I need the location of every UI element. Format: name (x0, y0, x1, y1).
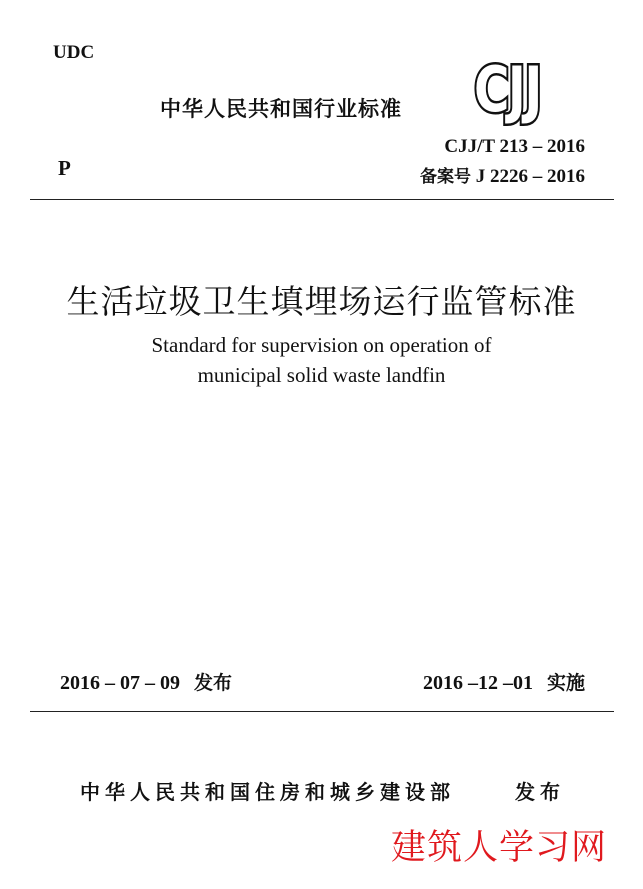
cjj-logo-text: CJJ (474, 53, 541, 126)
standard-code: CJJ/T 213 – 2016 (444, 136, 585, 157)
document-title-chinese: 生活垃圾卫生填埋场运行监管标准 (66, 282, 577, 321)
record-number (420, 162, 585, 188)
top-divider (30, 199, 614, 200)
issuing-ministry: 中华人民共和国住房和城乡建设部 (80, 780, 455, 804)
implement-date: 2016 –12 –01 (422, 672, 533, 694)
category-label: P (58, 156, 71, 180)
document-title-english-line2: municipal solid waste landfin (197, 363, 446, 387)
issue-label: 发布 (194, 672, 233, 694)
implement-date-block (423, 668, 585, 695)
bottom-divider (30, 711, 614, 712)
issue-date: 2016 – 07 – 09 (60, 672, 180, 694)
document-title-english-line1: Standard for supervision on operation of (151, 333, 492, 357)
udc-label: UDC (53, 42, 95, 63)
industry-standard-title: 中华人民共和国行业标准 (160, 97, 402, 121)
cjj-logo (474, 53, 594, 126)
record-label: 备案号 (420, 167, 471, 187)
watermark-text: 建筑人学习网 (390, 828, 607, 868)
publish-label: 发布 (515, 780, 565, 804)
implement-label: 实施 (546, 672, 585, 694)
issue-date-block (60, 668, 232, 695)
record-code: J 2226 – 2016 (475, 166, 585, 187)
